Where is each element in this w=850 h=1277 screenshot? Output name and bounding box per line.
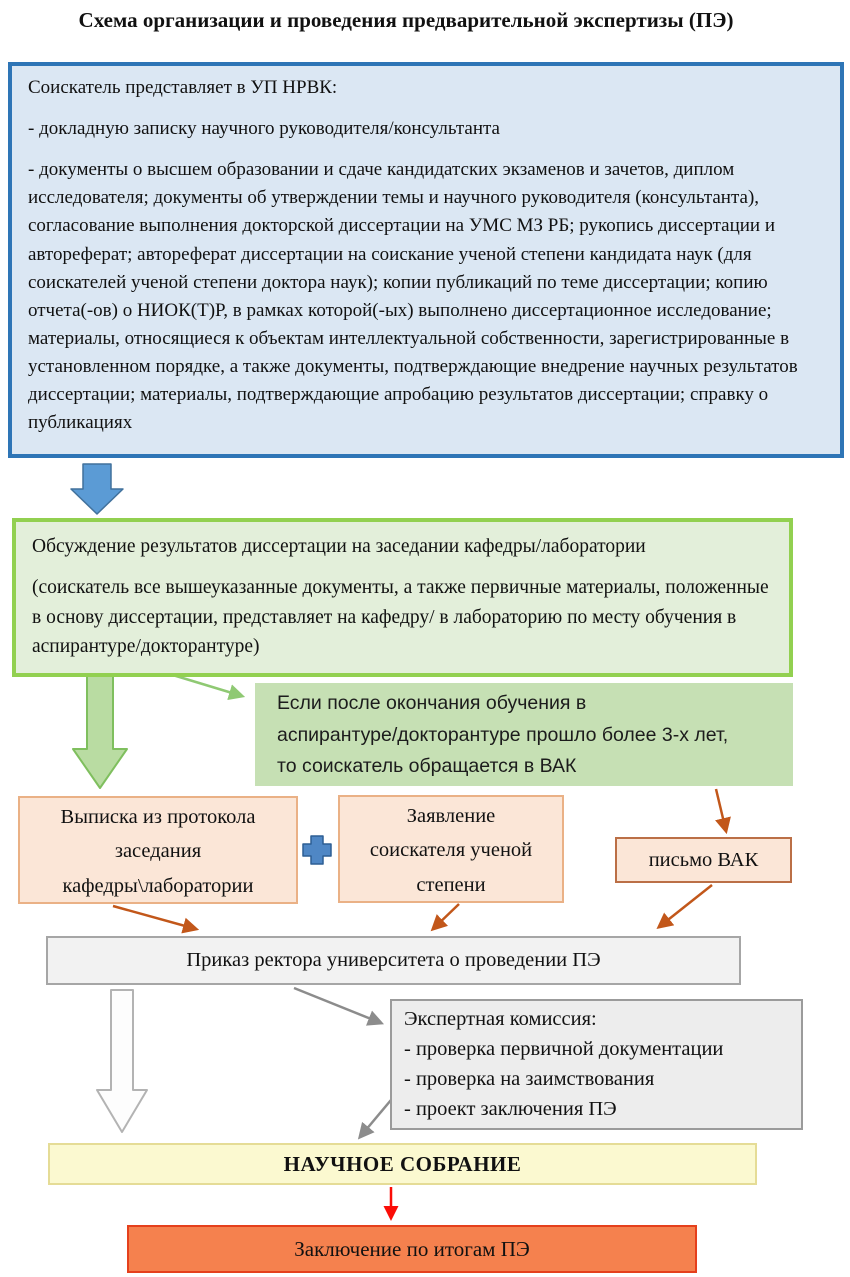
extract-line-3: кафедры\лаборатории bbox=[62, 874, 254, 897]
commission-item-3: - проект заключения ПЭ bbox=[404, 1097, 617, 1120]
application-line-2: соискателя ученой bbox=[369, 839, 533, 862]
application-line-3: степени bbox=[416, 873, 486, 896]
plus-icon bbox=[303, 836, 331, 864]
scientific-assembly-box: НАУЧНОЕ СОБРАНИЕ bbox=[48, 1143, 757, 1185]
degree-application-box bbox=[338, 795, 564, 903]
condition-line-1: Если после окончания обучения в bbox=[277, 692, 587, 714]
applicant-submission-box bbox=[8, 62, 844, 458]
arrow-condition-to-vak-letter bbox=[716, 789, 726, 831]
rector-order-box: Приказ ректора университета о проведении ПЭ bbox=[46, 936, 741, 985]
discussion-line1: Обсуждение результатов диссертации на заседании кафедры/лаборатории bbox=[32, 536, 646, 557]
extract-line-1: Выписка из протокола bbox=[60, 806, 256, 828]
page-title: Схема организации и проведения предварительной экспертизы (ПЭ) bbox=[78, 8, 734, 32]
commission-heading: Экспертная комиссия: bbox=[404, 1008, 597, 1030]
vak-letter-box: письмо ВАК bbox=[615, 837, 792, 883]
commission-item-1: - проверка первичной документации bbox=[404, 1037, 724, 1060]
arrow-order-to-commission bbox=[294, 988, 381, 1023]
condition-line-3: то соискатель обращается в ВАК bbox=[277, 755, 577, 778]
discussion-line2: (соискатель все вышеуказанные документы, а также первичные материалы, положенные в основу диссертации, представляет на кафедру/ в лабораторию по месту обучения в аспирантуре/докторантуре) bbox=[32, 577, 769, 657]
applicant-heading: Соискатель представляет в УП НРВК: bbox=[28, 77, 338, 98]
application-line-1: Заявление bbox=[406, 805, 496, 827]
arrow-vak-letter-to-order bbox=[659, 885, 712, 927]
condition-note-box bbox=[255, 683, 793, 786]
block-arrow-down-green-icon bbox=[73, 676, 127, 788]
applicant-item-memo: - докладную записку научного руководителя/консультанта bbox=[28, 118, 500, 140]
block-arrow-down-white-icon bbox=[97, 990, 147, 1132]
condition-line-2: аспирантуре/докторантуре прошло более 3-х лет, bbox=[277, 723, 729, 746]
block-arrow-down-blue-icon bbox=[71, 464, 123, 514]
commission-item-2: - проверка на заимствования bbox=[404, 1067, 655, 1090]
applicant-item-documents: - документы о высшем образовании и сдаче кандидатских экзаменов и зачетов, диплом исследователя; документы об утверждении темы и научного руководителя (консультанта), согласование выполнения докторской диссертации на УМС МЗ РБ; рукопись диссертации и автореферат; автореферат диссертации на соискание ученой степени кандидата наук (для соискателей ученой степени доктора наук); копии публикаций по теме диссертации; копию отчета(-ов) о НИОК(Т)Р, в рамках которой(-ых) выполнено диссертационное исследование; материалы, относящиеся к объектам интеллектуальной собственности, зарегистрированные в установленном порядке, а также документы, подтверждающие внедрение научных результатов диссертации; материалы, подтверждающие апробацию результатов диссертации; справку о публикациях bbox=[28, 159, 798, 434]
discussion-box bbox=[12, 518, 793, 677]
protocol-extract-box bbox=[18, 796, 298, 904]
extract-line-2: заседания bbox=[114, 840, 202, 863]
conclusion-box: Заключение по итогам ПЭ bbox=[127, 1225, 697, 1273]
arrow-extract-to-order bbox=[113, 906, 196, 929]
expert-commission-box bbox=[390, 999, 803, 1130]
arrow-application-to-order bbox=[433, 904, 459, 929]
